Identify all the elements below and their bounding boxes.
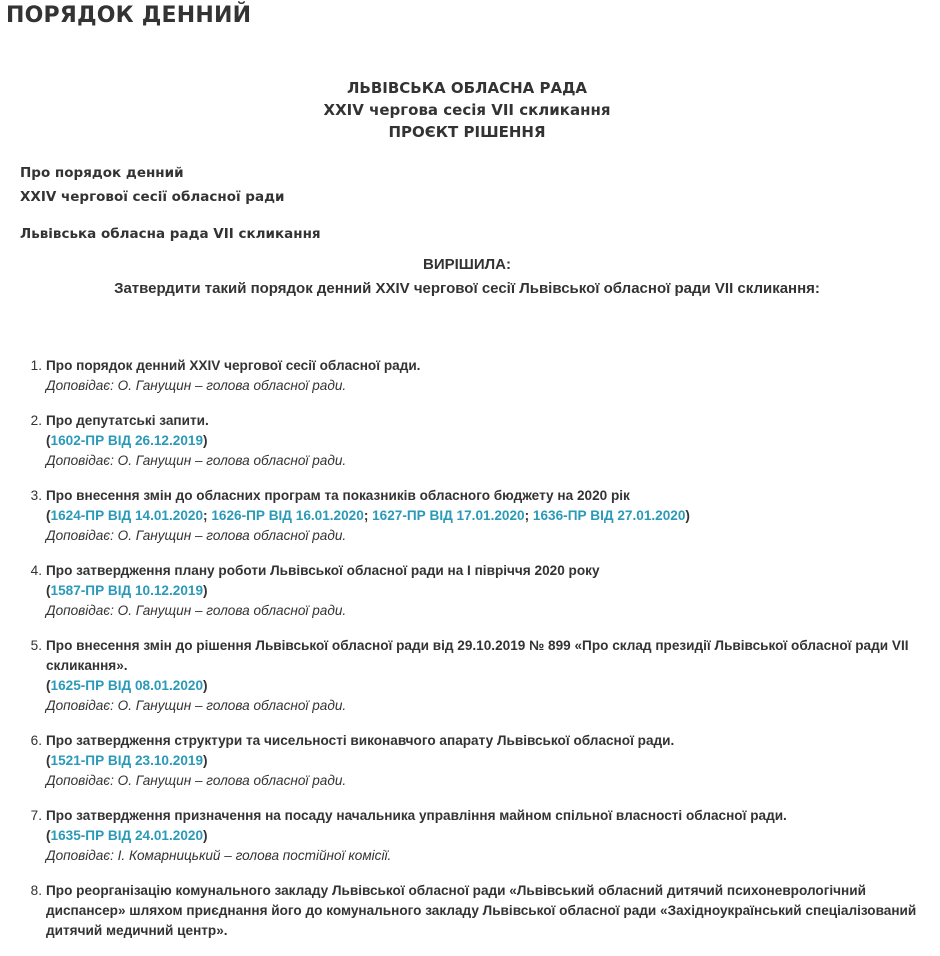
subject-line-2: XXIV чергової сесії обласної ради	[20, 189, 285, 205]
agenda-item-speaker: Доповідає: О. Ганущин – голова обласної ради.	[46, 453, 347, 468]
council-name: ЛЬВІВСЬКА ОБЛАСНА РАДА	[346, 79, 588, 97]
agenda-item-title: Про депутатські запити.	[46, 413, 209, 428]
agenda-item-number: 4.	[30, 563, 42, 578]
agenda-item-number: 3.	[30, 488, 42, 503]
page-title: ПОРЯДОК ДЕННИЙ	[6, 3, 252, 28]
draft-decision-link[interactable]: 1626-ПР ВІД 16.01.2020	[211, 508, 364, 523]
agenda-item-speaker: Доповідає: І. Комарницький – голова постійної комісії.	[46, 848, 392, 863]
agenda-item-number: 6.	[30, 733, 42, 748]
draft-decision-link[interactable]: 1636-ПР ВІД 27.01.2020	[532, 508, 686, 523]
agenda-item-title: Про затвердження плану роботи Львівської обласної ради на I півріччя 2020 року	[46, 563, 600, 578]
agenda-item-links: (1521-ПР ВІД 23.10.2019)	[46, 753, 208, 768]
agenda-item-links: (1624-ПР ВІД 14.01.2020; 1626-ПР ВІД 16.01.2020; 1627-ПР ВІД 17.01.2020; 1636-ПР ВІД 27.01.2020)	[46, 508, 690, 523]
agenda-item	[0, 486, 934, 546]
agenda-item-links: (1587-ПР ВІД 10.12.2019)	[46, 583, 208, 598]
agenda-item-speaker: Доповідає: О. Ганущин – голова обласної ради.	[46, 603, 347, 618]
agenda-item-links: (1602-ПР ВІД 26.12.2019)	[46, 433, 208, 448]
draft-decision-link[interactable]: 1587-ПР ВІД 10.12.2019	[50, 583, 204, 598]
draft-decision-link[interactable]: 1521-ПР ВІД 23.10.2019	[50, 753, 204, 768]
agenda-item	[0, 731, 934, 791]
agenda-item-title: Про затвердження структури та чисельності виконавчого апарату Львівської обласної ради.	[46, 733, 675, 748]
session-name: XXIV чергова сесія VII скликання	[323, 101, 611, 119]
subject-line-1: Про порядок денний	[20, 165, 184, 181]
agenda-item-links: (1625-ПР ВІД 08.01.2020)	[46, 678, 208, 693]
agenda-item	[0, 806, 934, 866]
agenda-item-speaker: Доповідає: О. Ганущин – голова обласної ради.	[46, 698, 347, 713]
agenda-item-links: (1635-ПР ВІД 24.01.2020)	[46, 828, 208, 843]
agenda-item-speaker: Доповідає: О. Ганущин – голова обласної ради.	[46, 378, 347, 393]
document-header	[0, 77, 934, 143]
agenda-item-number: 2.	[30, 413, 42, 428]
agenda-item-speaker: Доповідає: О. Ганущин – голова обласної ради.	[46, 528, 347, 543]
agenda-item-number: 7.	[30, 808, 42, 823]
agenda-list	[0, 356, 934, 956]
resolved-heading: ВИРІШИЛА:	[423, 256, 511, 273]
agenda-item-title: Про внесення змін до рішення Львівської обласної ради від 29.10.2019 № 899 «Про склад президії Львівської обласної ради VII скликання».	[46, 638, 909, 673]
draft-decision-link[interactable]: 1635-ПР ВІД 24.01.2020	[50, 828, 204, 843]
agenda-item	[0, 636, 934, 716]
agenda-item-title: Про внесення змін до обласних програм та показників обласного бюджету на 2020 рік	[46, 488, 630, 503]
agenda-item	[0, 411, 934, 471]
agenda-item-speaker: Доповідає: О. Ганущин – голова обласної ради.	[46, 773, 347, 788]
agenda-item-number: 8.	[30, 883, 42, 898]
draft-decision-link[interactable]: 1627-ПР ВІД 17.01.2020	[372, 508, 525, 523]
draft-decision-link[interactable]: 1602-ПР ВІД 26.12.2019	[50, 433, 204, 448]
approve-text: Затвердити такий порядок денний XXIV чергової сесії Львівської обласної ради VII скликання:	[114, 280, 820, 297]
draft-label: ПРОЄКТ РІШЕННЯ	[388, 123, 546, 141]
draft-decision-link[interactable]: 1624-ПР ВІД 14.01.2020	[50, 508, 204, 523]
agenda-item-number: 5.	[30, 638, 42, 653]
agenda-item-number: 1.	[30, 358, 42, 373]
agenda-item-title: Про затвердження призначення на посаду начальника управління майном спільної власності обласної ради.	[46, 808, 787, 823]
agenda-item	[0, 881, 934, 941]
agenda-item	[0, 356, 934, 396]
agenda-item	[0, 561, 934, 621]
agenda-item-title: Про порядок денний XXIV чергової сесії обласної ради.	[46, 358, 421, 373]
draft-decision-link[interactable]: 1625-ПР ВІД 08.01.2020	[50, 678, 204, 693]
issuer-line: Львівська обласна рада VII скликання	[20, 226, 321, 242]
agenda-item-title: Про реорганізацію комунального закладу Львівської обласної ради «Львівський обласний дитячий психоневрологічний диспансер» шляхом приєднання його до комунального закладу Львівської обласної ради «Західноукраїнський спеціалізований дитячий медичний центр».	[46, 883, 917, 938]
